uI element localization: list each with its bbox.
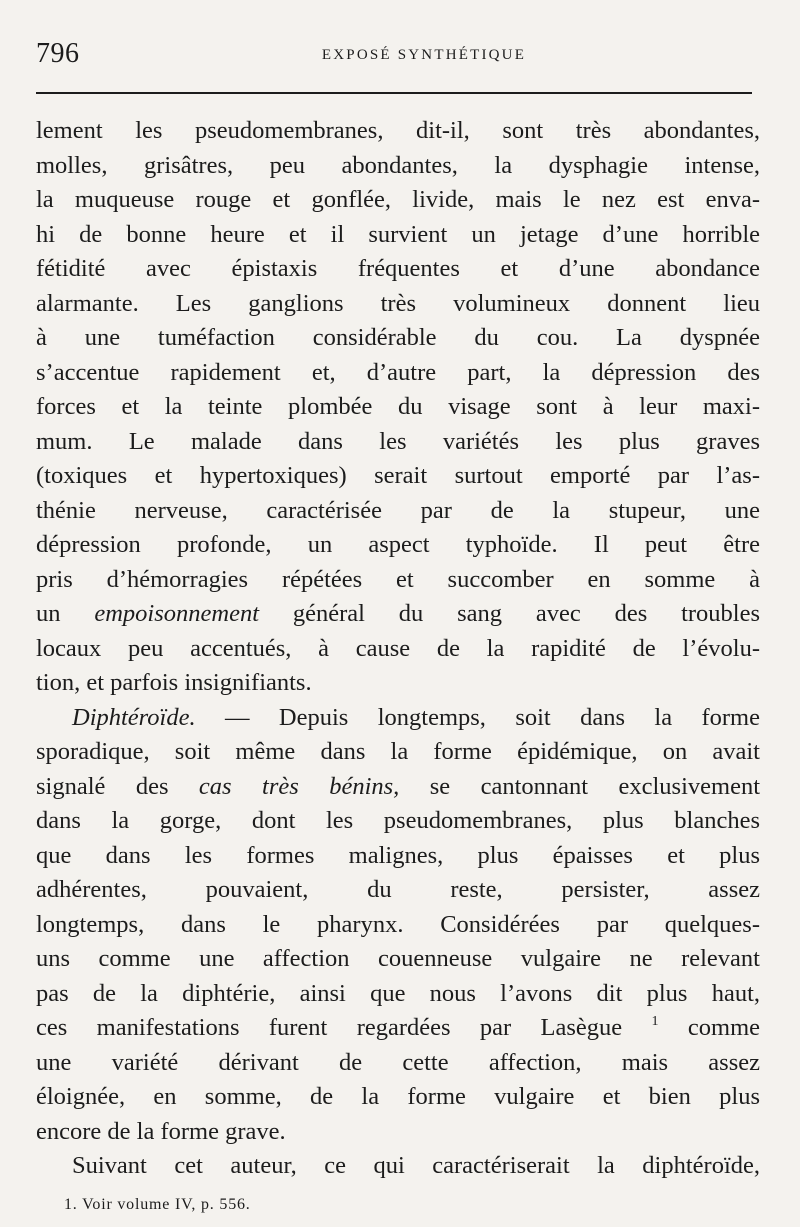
text-line: adhérentes, pouvaient, du reste, persister, assez (36, 876, 760, 903)
text-line: locaux peu accentués, à cause de la rapidité de l’évolu- (36, 634, 760, 662)
text-line: mum. Le malade dans les variétés les plus graves (36, 427, 760, 455)
page-number: 796 (36, 38, 80, 69)
text-line: la muqueuse rouge et gonflée, livide, mais le nez est enva- (36, 186, 760, 213)
section-heading-diphteroide: Diphtéroïde. (72, 703, 196, 731)
text-line: lement les pseudomembranes, dit-il, sont très abondantes, (36, 117, 760, 144)
text-line: forces et la teinte plombée du visage sont à leur maxi- (36, 393, 760, 420)
text-line: pris d’hémorragies répétées et succomber en somme à (36, 565, 760, 593)
paragraph-start-line: Suivant cet auteur, ce qui caractériserait la diphtéroïde, (72, 1152, 760, 1179)
footnote-marker[interactable]: 1 (651, 1014, 659, 1029)
text-line: alarmante. Les ganglions très volumineux donnent lieu (36, 289, 760, 317)
running-head: EXPOSÉ SYNTHÉTIQUE (321, 47, 527, 63)
paragraph-end-line: encore de la forme grave. (36, 1117, 286, 1145)
page-header (36, 38, 752, 74)
text-line: pas de la diphtérie, ainsi que nous l’avons dit plus haut, (36, 979, 760, 1007)
paragraph-end-line: tion, et parfois insignifiants. (36, 669, 312, 696)
text-line: fétidité avec épistaxis fréquentes et d’une abondance (36, 255, 760, 282)
text-line: sporadique, soit même dans la forme épidémique, on avait (36, 738, 760, 765)
text-segment: se cantonnant exclusivement (399, 772, 761, 800)
text-line: à une tuméfaction considérable du cou. La dyspnée (36, 324, 760, 351)
text-segment: ces manifestations furent regardées par Lasègue (36, 1014, 652, 1041)
text-line: hi de bonne heure et il survient un jetage d’une horrible (36, 220, 760, 248)
text-line: dépression profonde, un aspect typhoïde. Il peut être (36, 531, 760, 558)
body-text (36, 114, 760, 1184)
text-line: dans la gorge, dont les pseudomembranes, plus blanches (36, 807, 760, 834)
text-line (36, 1011, 760, 1046)
italic-emphasis: cas très bénins, (198, 772, 400, 800)
section-start-line (36, 701, 760, 736)
text-segment: — Depuis longtemps, soit dans la forme (195, 703, 760, 731)
footnote: 1. Voir volume IV, p. 556. (64, 1196, 251, 1213)
text-segment: comme (658, 1014, 760, 1041)
text-line (36, 770, 760, 805)
text-line: uns comme une affection couenneuse vulgaire ne relevant (36, 945, 760, 972)
text-line: longtemps, dans le pharynx. Considérées par quelques- (36, 910, 760, 938)
text-line: thénie nerveuse, caractérisée par de la stupeur, une (36, 496, 760, 524)
text-line (36, 597, 760, 632)
text-line: s’accentue rapidement et, d’autre part, la dépression des (36, 358, 760, 386)
text-line: que dans les formes malignes, plus épaisses et plus (36, 841, 760, 869)
text-line: (toxiques et hypertoxiques) serait surtout emporté par l’as- (36, 462, 760, 489)
text-line: molles, grisâtres, peu abondantes, la dysphagie intense, (36, 151, 760, 179)
text-segment: un (36, 600, 95, 627)
italic-emphasis: empoisonnement (94, 600, 260, 627)
text-line: une variété dérivant de cette affection, mais assez (36, 1048, 760, 1076)
text-line: éloignée, en somme, de la forme vulgaire et bien plus (36, 1083, 760, 1110)
text-segment: signalé des (36, 772, 199, 800)
header-rule (36, 92, 752, 94)
text-segment: général du sang avec des troubles (259, 600, 760, 627)
